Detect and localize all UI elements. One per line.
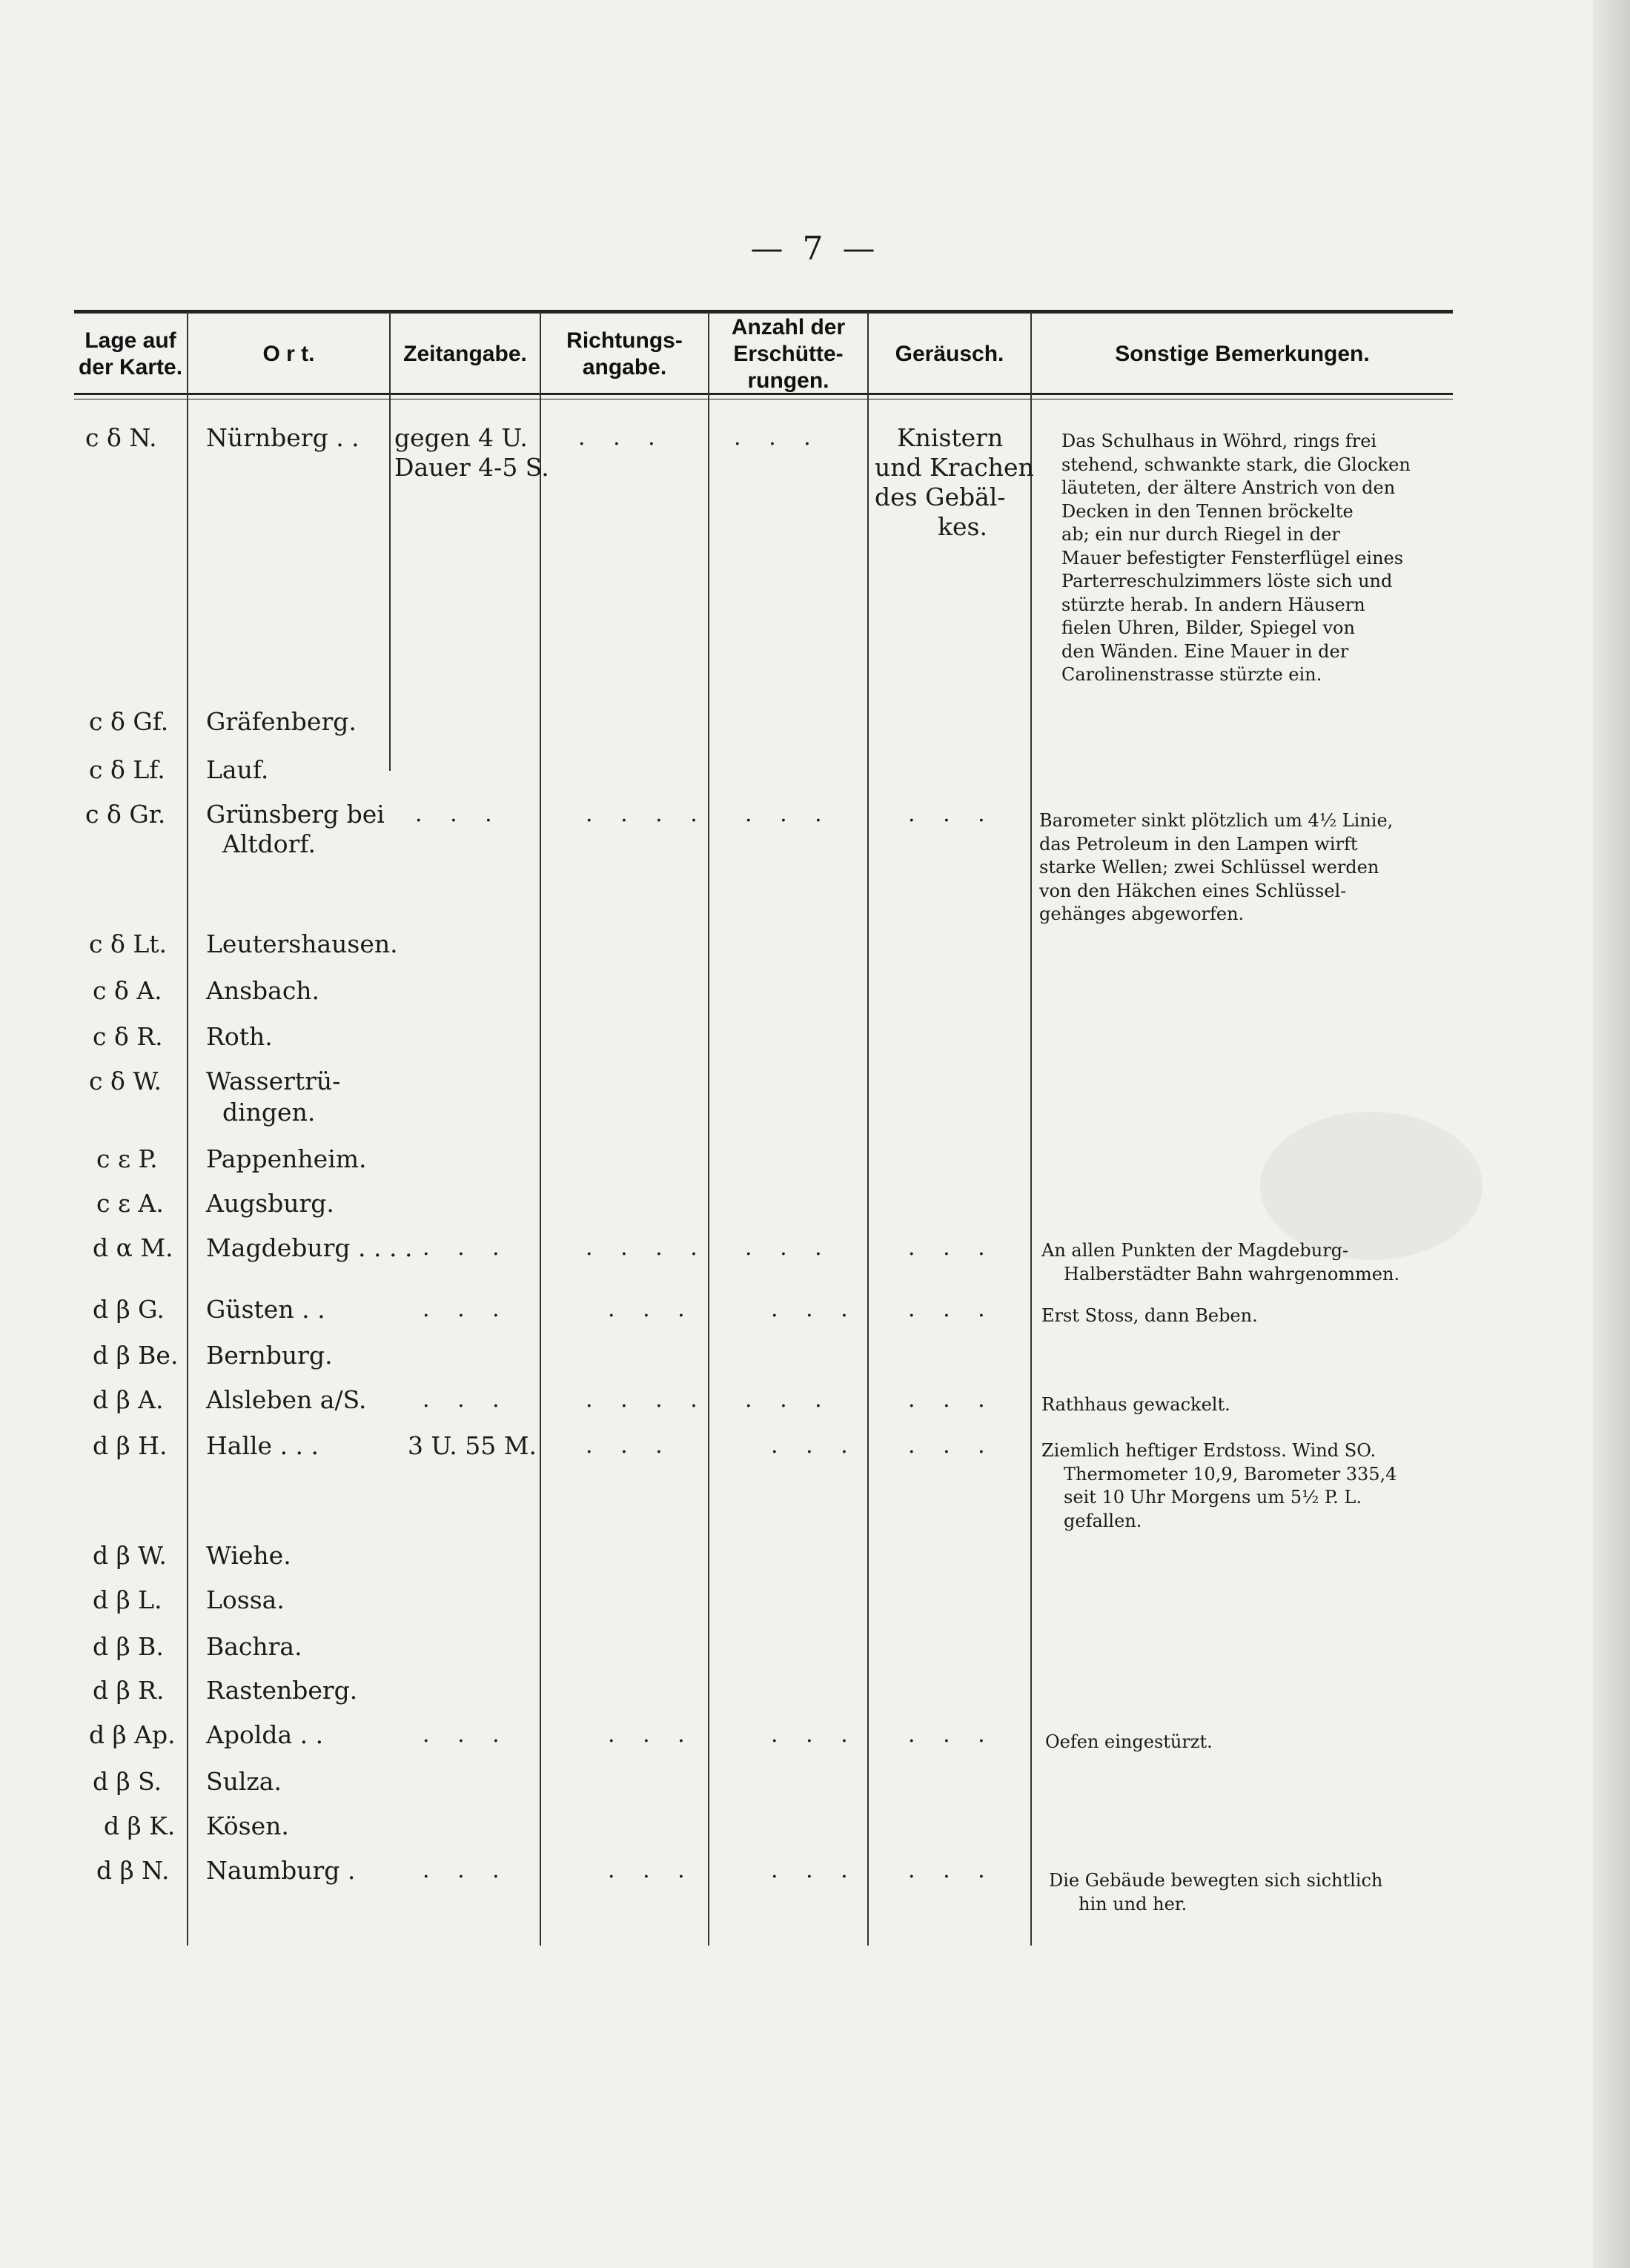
richtung-cell: . . . [578,425,666,451]
header-bemerkungen: Sonstige Bemerkungen. [1115,342,1370,366]
leader-dots: . . . [908,1296,995,1322]
ort-cell: Bernburg. [206,1341,333,1370]
leader-dots: . . . [908,1433,995,1459]
leader-dots: . . . [771,1296,858,1322]
leader-dots: . . . [908,1387,995,1413]
leader-dots: . . . . [586,1387,708,1413]
ort-cell: Naumburg . [206,1856,356,1885]
ort-cell: Magdeburg . . . . [206,1233,413,1262]
page-number: — 7 — [750,230,880,268]
bemerkung-line: Oefen eingestürzt. [1045,1731,1213,1752]
lage-cell: d β B. [93,1632,164,1661]
paper-stain [1260,1112,1482,1260]
lage-cell: d β H. [93,1431,168,1460]
header-zeitangabe: Zeitangabe. [403,342,527,366]
leader-dots: . . . [908,1722,995,1748]
ort-cell: Kösen. [206,1811,289,1840]
ort-cell: Sulza. [206,1767,282,1796]
lage-cell: d β Be. [93,1341,179,1370]
lage-cell: c δ N. [85,423,157,452]
leader-dots: . . . [423,1387,510,1413]
bemerkung-line: Thermometer 10,9, Barometer 335,4 [1064,1463,1397,1485]
bemerkung-line: hin und her. [1079,1893,1187,1914]
geraeusch-line: und Krachen [875,453,1034,482]
leader-dots: . . . [771,1433,858,1459]
bemerkung-line: Rathhaus gewackelt. [1041,1394,1230,1415]
bemerkung-block [1041,1239,1399,1286]
lage-cell: d β L. [93,1585,162,1614]
lage-cell: c ε P. [96,1144,158,1173]
bemerkung-line: Das Schulhaus in Wöhrd, rings frei [1061,431,1377,451]
ort-cell: Gräfenberg. [206,707,357,736]
lage-cell: d β Ap. [89,1720,176,1749]
leader-dots: . . . [745,1235,832,1261]
ort-cell: Bachra. [206,1632,302,1661]
lage-cell: c δ W. [89,1067,162,1095]
lage-cell: c ε A. [96,1189,164,1218]
ort-cell: Alsleben a/S. [206,1385,367,1414]
bemerkung-line: Ziemlich heftiger Erdstoss. Wind SO. [1041,1440,1376,1461]
lage-cell: d β N. [96,1856,170,1885]
bemerkung-line: läuteten, der ältere Anstrich von den [1061,477,1396,498]
lage-cell: d β G. [93,1295,165,1324]
bemerkung-line: stehend, schwankte stark, die Glocken [1061,454,1411,475]
zeit-cell-dauer: Dauer 4-5 S. [394,453,549,482]
ort-cell: Rastenberg. [206,1676,358,1705]
header-geraeusch: Geräusch. [895,342,1004,366]
lage-cell: d β S. [93,1767,162,1796]
column-divider [867,311,869,1946]
bemerkung-line: stürzte herab. In andern Häusern [1061,594,1365,615]
leader-dots: . . . [423,1857,510,1883]
bemerkung-line: Halberstädter Bahn wahrgenommen. [1064,1263,1400,1284]
column-divider [1030,311,1032,1946]
column-divider [540,311,541,1946]
bemerkung-line: Parterreschulzimmers löste sich und [1061,571,1393,591]
leader-dots: . . . [608,1722,695,1748]
leader-dots: . . . [908,1857,995,1883]
header-lage: Lage auf der Karte. [78,328,183,379]
ort-cell: Ansbach. [206,976,320,1005]
leader-dots: . . . [415,801,503,827]
leader-dots: . . . [608,1296,695,1322]
ort-cell: Apolda . . [206,1720,324,1749]
bemerkung-line: das Petroleum in den Lampen wirft [1039,833,1358,855]
header-ort: O r t. [262,342,315,366]
leader-dots: . . . [745,1387,832,1413]
bemerkung-line: Decken in den Tennen bröckelte [1061,500,1354,522]
bemerkung-line: von den Häkchen eines Schlüssel- [1039,880,1347,901]
ort-cell: Grünsberg bei [206,800,385,829]
lage-cell: d β R. [93,1676,165,1705]
ort-cell-cont: Altdorf. [222,829,316,858]
zeit-cell: gegen 4 U. [394,423,528,452]
leader-dots: . . . [423,1296,510,1322]
leader-dots: . . . [771,1722,858,1748]
ort-cell: Augsburg. [206,1189,334,1218]
geraeusch-line: kes. [938,512,987,541]
leader-dots: . . . [771,1857,858,1883]
lage-cell: c δ Gf. [89,707,169,736]
bemerkung-line: fielen Uhren, Bilder, Spiegel von [1061,617,1355,638]
bemerkung-line: gehänges abgeworfen. [1039,903,1245,924]
ort-cell: Halle . . . [206,1431,319,1460]
ort-cell: Wassertrü- [206,1067,341,1095]
bemerkung-block [1061,430,1411,687]
ort-cell: Lauf. [206,755,269,784]
column-divider [187,311,188,1946]
bemerkung-line: ab; ein nur durch Riegel in der [1061,524,1340,545]
leader-dots: . . . [608,1857,695,1883]
leader-dots: . . . . [586,1235,708,1261]
bemerkung-line: Barometer sinkt plötzlich um 4½ Linie, [1039,810,1394,831]
leader-dots: . . . [423,1235,510,1261]
header-richtungsangabe: Richtungs-angabe. [566,328,683,379]
lage-cell: d α M. [93,1233,173,1262]
lage-cell: d β K. [104,1811,176,1840]
ort-cell: Nürnberg . . [206,423,360,452]
bemerkung-block [1041,1393,1230,1417]
lage-cell: d β W. [93,1541,167,1570]
lage-cell: c δ R. [93,1022,163,1051]
table-top-rule [74,310,1453,314]
column-divider [708,311,709,1946]
bemerkung-line: starke Wellen; zwei Schlüssel werden [1039,857,1379,878]
ort-cell: Roth. [206,1022,273,1051]
bemerkung-line: gefallen. [1064,1510,1142,1531]
bemerkung-line: Erst Stoss, dann Beben. [1041,1305,1258,1326]
bemerkung-block [1041,1439,1397,1533]
bemerkung-line: An allen Punkten der Magdeburg- [1041,1240,1349,1261]
ort-cell: Wiehe. [206,1541,291,1570]
bemerkung-block [1039,809,1393,926]
bemerkung-block [1041,1304,1258,1328]
leader-dots: . . . [586,1433,673,1459]
lage-cell: c δ Gr. [85,800,166,829]
page-edge-shadow [1593,0,1630,2268]
bemerkung-line: den Wänden. Eine Mauer in der [1061,640,1349,662]
anzahl-cell: . . . [734,425,821,451]
lage-cell: c δ Lt. [89,929,167,958]
ort-cell: Güsten . . [206,1295,325,1324]
geraeusch-line: des Gebäl- [875,483,1006,511]
geraeusch-line: Knistern [897,423,1004,452]
bemerkung-line: Mauer befestigter Fensterflügel eines [1061,547,1404,568]
bemerkung-block [1049,1869,1382,1916]
ort-cell-cont: dingen. [222,1098,316,1127]
leader-dots: . . . [745,801,832,827]
ort-cell: Pappenheim. [206,1144,367,1173]
bemerkung-line: seit 10 Uhr Morgens um 5½ P. L. [1064,1487,1362,1508]
leader-dots: . . . . [586,801,708,827]
leader-dots: . . . [908,801,995,827]
bemerkung-line: Die Gebäude bewegten sich sichtlich [1049,1870,1383,1891]
lage-cell: d β A. [93,1385,164,1414]
ort-cell: Lossa. [206,1585,285,1614]
ort-cell: Leutershausen. [206,929,398,958]
lage-cell: c δ A. [93,976,162,1005]
bemerkung-block [1045,1731,1213,1754]
lage-cell: c δ Lf. [89,755,165,784]
zeit-cell: 3 U. 55 M. [408,1431,537,1460]
leader-dots: . . . [908,1235,995,1261]
leader-dots: . . . [423,1722,510,1748]
bemerkung-line: Carolinenstrasse stürzte ein. [1061,664,1322,685]
header-erschuetterungen: Anzahl der Erschütte-rungen. [731,315,846,393]
